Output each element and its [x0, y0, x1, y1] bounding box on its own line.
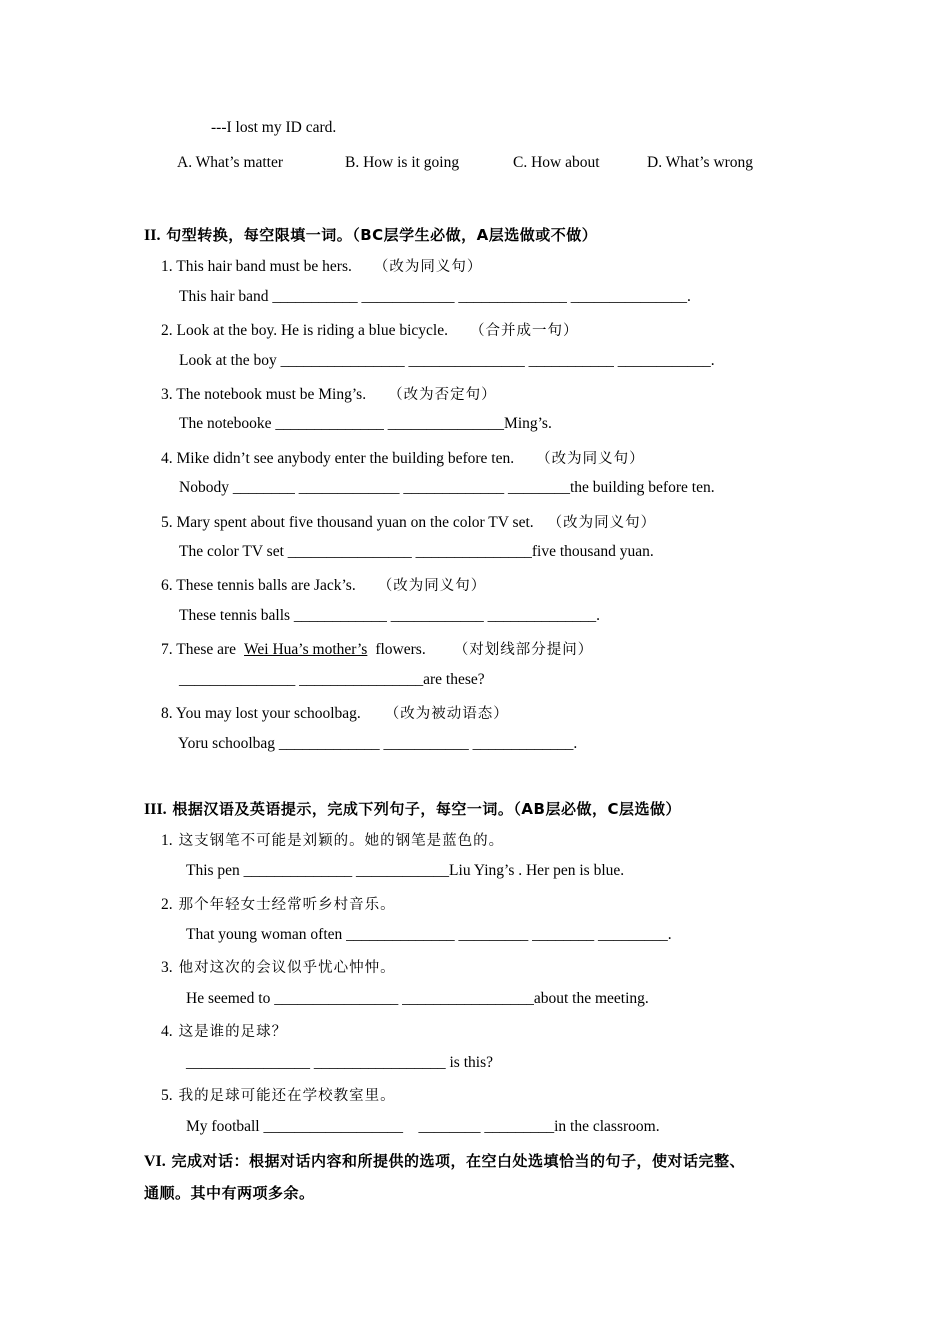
s2-q3-hint: （改为否定句） — [388, 387, 497, 403]
s2-q6-text: 6. These tennis balls are Jack’s. — [161, 577, 356, 594]
option-a: A. What’s matter — [177, 154, 284, 171]
option-c: C. How about — [513, 154, 600, 171]
s3-q3-zh: 他对这次的会议似乎忧心忡忡。 — [178, 960, 396, 976]
s2-a6: These tennis balls ____________ ____________ ______________. — [179, 607, 601, 624]
s3-q5-num: 5. — [161, 1087, 173, 1104]
s3-q5 — [161, 1086, 396, 1106]
section2-heading — [144, 225, 597, 246]
s2-a8: Yoru schoolbag _____________ ___________ _____________. — [178, 735, 578, 752]
s3-q1 — [161, 831, 504, 851]
s3-q3 — [161, 958, 396, 978]
section6-title-line2: 通顺。其中有两项多余。 — [144, 1184, 315, 1202]
s2-q2-text: 2. Look at the boy. He is riding a blue bicycle. — [161, 322, 448, 339]
s2-q8-hint: （改为被动语态） — [384, 706, 509, 722]
s2-q5-hint: （改为同义句） — [547, 515, 657, 531]
s2-q4 — [161, 449, 645, 469]
s2-a5: The color TV set ________________ _______________five thousand yuan. — [179, 543, 654, 560]
s2-q6-hint: （改为同义句） — [377, 578, 487, 594]
s3-q4-num: 4. — [161, 1023, 173, 1040]
s2-q4-hint: （改为同义句） — [536, 451, 645, 467]
s2-a4: Nobody ________ _____________ _____________ ________the building before ten. — [179, 479, 715, 496]
s3-q2-num: 2. — [161, 896, 173, 913]
s2-q4-text: 4. Mike didn’t see anybody enter the building before ten. — [161, 450, 515, 467]
s2-q3-text: 3. The notebook must be Ming’s. — [161, 386, 367, 403]
s2-q5-text: 5. Mary spent about five thousand yuan on the color TV set. — [161, 514, 534, 531]
s3-a3: He seemed to ________________ _________________about the meeting. — [186, 990, 649, 1007]
s2-a7: _______________ ________________are these? — [179, 671, 485, 688]
s2-q7-text-post: flowers. — [375, 641, 426, 658]
s2-q7-underlined: Wei Hua’s mother’s — [244, 641, 368, 658]
s2-q8-text: 8. You may lost your schoolbag. — [161, 705, 361, 722]
s3-a1: This pen ______________ ____________Liu Ying’s . Her pen is blue. — [186, 862, 625, 879]
section3-heading — [144, 799, 681, 820]
s2-a1: This hair band ___________ ____________ ______________ _______________. — [179, 288, 691, 305]
s3-q2-zh: 那个年轻女士经常听乡村音乐。 — [178, 897, 396, 913]
s2-q1-hint: （改为同义句） — [373, 259, 483, 275]
s2-q6 — [161, 576, 486, 596]
s2-a2: Look at the boy ________________ _______________ ___________ ____________. — [179, 352, 715, 369]
s2-q1 — [161, 257, 482, 277]
section2-number: II. — [144, 227, 161, 244]
s3-q4-zh: 这是谁的足球？ — [178, 1024, 288, 1040]
section3-number: III. — [144, 801, 167, 818]
s3-a2: That young woman often ______________ _________ ________ _________. — [186, 926, 672, 943]
option-d: D. What’s wrong — [647, 154, 754, 171]
s3-q2 — [161, 895, 396, 915]
s3-a5: My football __________________ ________ _________in the classroom. — [186, 1118, 660, 1135]
s2-q8 — [161, 704, 509, 724]
s3-q5-zh: 我的足球可能还在学校教室里。 — [178, 1088, 396, 1104]
s2-q3 — [161, 385, 497, 405]
s3-q1-zh: 这支钢笔不可能是刘颖的。她的钢笔是蓝色的。 — [178, 833, 505, 849]
section2-title: 句型转换，每空限填一词。（BC层学生必做，A层选做或不做） — [166, 226, 598, 244]
section3-title: 根据汉语及英语提示，完成下列句子，每空一词。（AB层必做，C层选做） — [172, 800, 681, 818]
s3-a4: ________________ _________________ is this? — [186, 1054, 493, 1071]
section6-number: VI. — [144, 1153, 166, 1170]
s2-q5 — [161, 513, 656, 533]
s3-q1-num: 1. — [161, 832, 173, 849]
section6-heading — [144, 1151, 745, 1172]
s2-q2 — [161, 321, 578, 341]
option-b: B. How is it going — [345, 154, 460, 171]
s2-q2-hint: （合并成一句） — [469, 323, 579, 339]
s2-q7-text-pre: 7. These are — [161, 641, 237, 658]
s2-q1-text: 1. This hair band must be hers. — [161, 258, 352, 275]
prev-answer: ---I lost my ID card. — [211, 119, 337, 136]
s2-q7 — [161, 640, 593, 660]
s2-q7-hint: （对划线部分提问） — [453, 642, 594, 658]
s3-q3-num: 3. — [161, 959, 173, 976]
s2-a3: The notebooke ______________ _______________Ming’s. — [179, 415, 552, 432]
s3-q4 — [161, 1022, 287, 1042]
section6-title-line1: 完成对话：根据对话内容和所提供的选项，在空白处选填恰当的句子，使对话完整、 — [171, 1152, 746, 1170]
